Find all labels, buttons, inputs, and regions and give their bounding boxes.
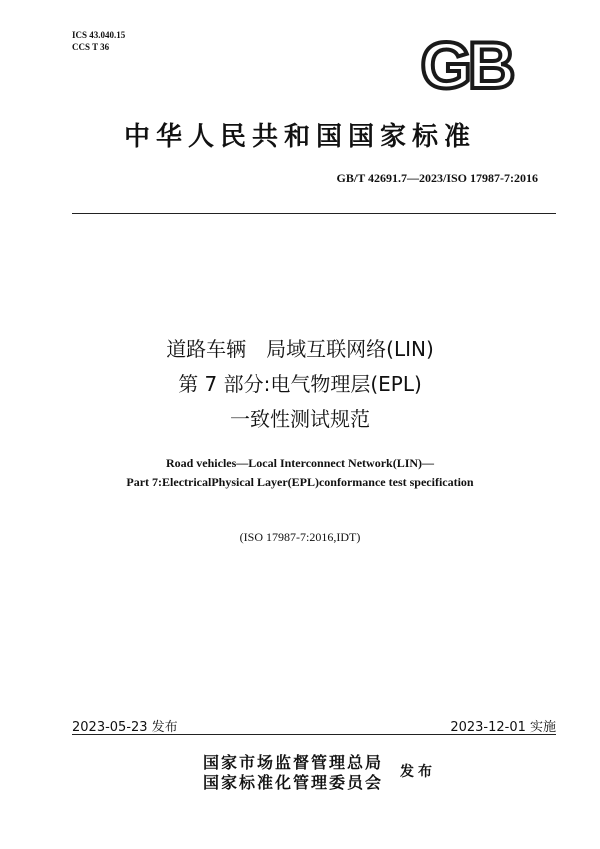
ics-code: ICS 43.040.15 <box>72 30 126 40</box>
issuer-sac: 国家标准化管理委员会 <box>203 773 384 792</box>
classification-codes <box>72 29 125 53</box>
standard-number: GB/T 42691.7—2023/ISO 17987-7:2016 <box>336 171 538 185</box>
gb-logo <box>404 34 528 94</box>
publish-date: 2023-05-23 发布 <box>72 720 178 735</box>
bottom-divider <box>72 734 556 735</box>
top-divider <box>72 213 556 214</box>
implementation-date: 2023-12-01 实施 <box>450 720 556 735</box>
title-en-line-2: Part 7:ElectricalPhysical Layer(EPL)conformance test specification <box>126 475 474 489</box>
title-cn-line-1: 道路车辆 局域互联网络(LIN) <box>166 337 434 361</box>
title-cn-line-3: 一致性测试规范 <box>230 407 370 431</box>
issuer-samr: 国家市场监督管理总局 <box>203 753 384 772</box>
title-en-line-1: Road vehicles—Local Interconnect Network(LIN)— <box>165 456 435 470</box>
ccs-code: CCS T 36 <box>72 42 110 52</box>
adoption-identifier: (ISO 17987-7:2016,IDT) <box>239 530 361 544</box>
standard-name: 中华人民共和国国家标准 <box>123 122 476 152</box>
gb-logo-text: GB <box>420 34 512 94</box>
title-cn-line-2: 第 7 部分:电气物理层(EPL) <box>178 372 422 396</box>
issue-label: 发布 <box>400 764 436 780</box>
